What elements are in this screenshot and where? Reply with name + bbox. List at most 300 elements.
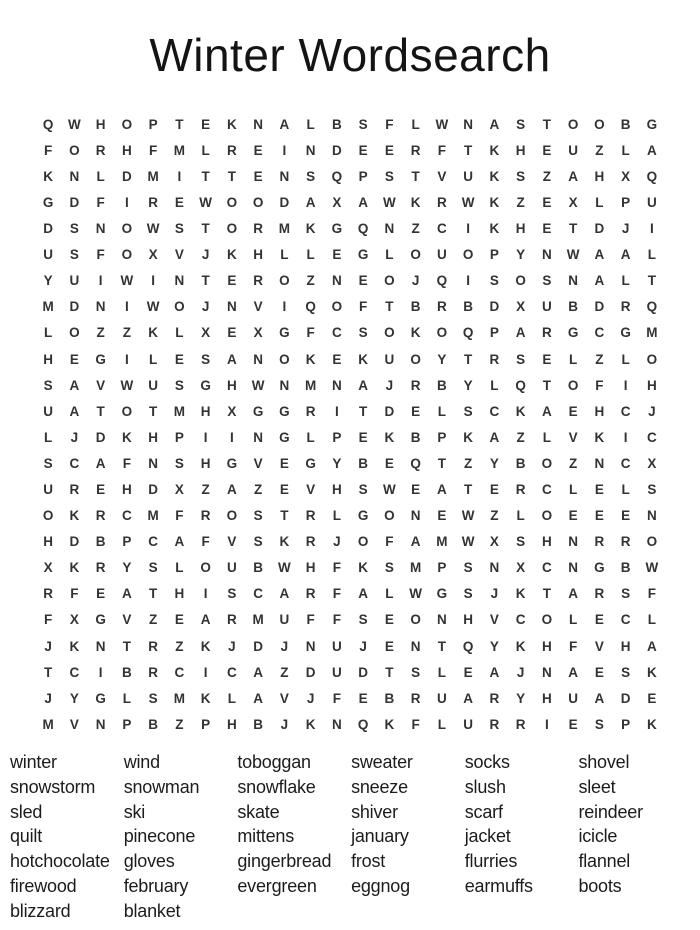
grid-letter: F	[647, 586, 656, 602]
grid-letter: Q	[42, 116, 54, 132]
grid-letter: S	[69, 247, 79, 263]
grid-letter: K	[43, 168, 53, 184]
grid-letter: Z	[306, 273, 315, 289]
grid-letter: A	[227, 481, 237, 497]
word-list-column	[10, 750, 124, 923]
grid-letter: E	[411, 403, 421, 419]
grid-letter: E	[69, 351, 79, 367]
grid-letter: J	[490, 586, 499, 602]
grid-letter: C	[174, 664, 185, 680]
grid-letter: F	[359, 299, 368, 315]
grid-letter: R	[410, 690, 421, 706]
grid-letter: K	[410, 194, 421, 210]
grid-letter: H	[122, 142, 132, 158]
grid-letter: I	[544, 716, 549, 732]
grid-letter: K	[384, 716, 395, 732]
word-list-column	[237, 750, 351, 923]
grid-letter: A	[568, 586, 578, 602]
grid-letter: S	[148, 560, 158, 576]
grid-letter: Y	[489, 455, 499, 471]
grid-letter: H	[43, 351, 53, 367]
grid-letter: L	[306, 429, 315, 445]
grid-letter: E	[96, 481, 106, 497]
grid-letter: C	[647, 429, 657, 445]
grid-letter: Q	[331, 168, 343, 184]
grid-letter: S	[384, 168, 394, 184]
grid-letter: N	[148, 455, 158, 471]
grid-letter: Z	[175, 716, 184, 732]
grid-letter: L	[175, 560, 184, 576]
word-list-item: icicle	[578, 826, 618, 847]
grid-letter: K	[358, 351, 368, 367]
grid-letter: B	[122, 664, 132, 680]
grid-letter: J	[44, 638, 52, 654]
grid-letter: E	[384, 455, 394, 471]
grid-letter: H	[542, 534, 552, 550]
grid-letter: N	[568, 534, 578, 550]
grid-letter: G	[252, 403, 264, 419]
grid-letter: I	[203, 586, 208, 602]
grid-letter: E	[174, 612, 184, 628]
grid-letter: Z	[516, 429, 525, 445]
grid-letter: H	[463, 612, 473, 628]
grid-letter: M	[278, 221, 290, 237]
grid-letter: L	[569, 612, 578, 628]
grid-letter: L	[542, 429, 551, 445]
grid-letter: C	[620, 612, 631, 628]
grid-letter: L	[621, 273, 630, 289]
grid-letter: L	[96, 168, 105, 184]
grid-letter: D	[95, 429, 106, 445]
grid-letter: U	[69, 273, 80, 289]
grid-letter: D	[620, 690, 631, 706]
grid-letter: E	[594, 481, 604, 497]
grid-letter: Z	[201, 481, 210, 497]
grid-letter: S	[516, 116, 526, 132]
grid-letter: R	[148, 664, 158, 680]
grid-letter: N	[253, 351, 263, 367]
grid-letter: J	[359, 638, 367, 654]
grid-letter: F	[122, 455, 131, 471]
grid-letter: E	[384, 612, 394, 628]
grid-letter: M	[42, 716, 54, 732]
grid-letter: X	[174, 481, 184, 497]
grid-letter: A	[200, 612, 211, 628]
grid-letter: R	[148, 194, 158, 210]
grid-letter: P	[437, 429, 447, 445]
grid-letter: T	[385, 664, 394, 680]
word-list-item: sweater	[351, 752, 413, 773]
grid-letter: J	[621, 221, 630, 237]
grid-letter: T	[464, 142, 473, 158]
word-list-item: shiver	[351, 801, 398, 822]
grid-letter: O	[279, 351, 290, 367]
grid-letter: H	[332, 481, 342, 497]
grid-letter: F	[332, 612, 341, 628]
grid-letter: A	[647, 142, 657, 158]
word-list-item: firewood	[10, 875, 77, 896]
grid-letter: O	[226, 194, 238, 210]
grid-letter: B	[148, 716, 158, 732]
grid-letter: A	[489, 116, 500, 132]
grid-letter: L	[411, 116, 420, 132]
grid-letter: G	[357, 508, 369, 524]
grid-letter: P	[174, 429, 184, 445]
grid-letter: B	[568, 299, 578, 315]
grid-letter: C	[620, 403, 631, 419]
grid-letter: F	[44, 612, 53, 628]
grid-letter: K	[594, 429, 605, 445]
grid-letter: H	[515, 142, 526, 158]
grid-letter: S	[201, 351, 211, 367]
grid-letter: F	[332, 690, 341, 706]
grid-letter: A	[279, 116, 290, 132]
grid-letter: L	[280, 247, 289, 263]
grid-letter: F	[96, 194, 105, 210]
word-list-item: frost	[351, 851, 386, 872]
grid-letter: F	[385, 534, 394, 550]
grid-letter: A	[253, 690, 263, 706]
word-list-item: skate	[237, 801, 280, 822]
grid-letter: H	[227, 377, 237, 393]
grid-letter: W	[409, 586, 422, 602]
grid-letter: A	[594, 690, 605, 706]
grid-letter: K	[515, 638, 526, 654]
grid-letter: T	[437, 638, 446, 654]
grid-letter: O	[646, 351, 658, 367]
grid-letter: X	[43, 560, 53, 576]
grid-letter: S	[647, 481, 657, 497]
grid-letter: R	[489, 690, 500, 706]
grid-letter: U	[332, 664, 342, 680]
grid-letter: J	[44, 690, 52, 706]
grid-letter: I	[203, 664, 208, 680]
grid-letter: A	[463, 690, 473, 706]
word-list-item: toboggan	[237, 752, 311, 773]
grid-letter: K	[647, 664, 657, 680]
grid-letter: V	[69, 716, 79, 732]
grid-letter: K	[227, 247, 237, 263]
word-list-item: sneeze	[351, 777, 408, 798]
grid-letter: S	[516, 534, 526, 550]
grid-letter: C	[148, 534, 158, 550]
grid-letter: Z	[464, 455, 473, 471]
grid-letter: P	[621, 194, 631, 210]
page-title: Winter Wordsearch	[149, 29, 551, 81]
grid-letter: S	[69, 221, 79, 237]
word-list-item: earmuffs	[464, 875, 533, 896]
grid-letter: L	[44, 429, 53, 445]
grid-letter: S	[542, 273, 552, 289]
grid-letter: U	[43, 247, 53, 263]
grid-letter: N	[305, 638, 316, 654]
grid-letter: A	[515, 325, 526, 341]
grid-letter: I	[177, 168, 182, 184]
grid-letter: J	[411, 273, 420, 289]
grid-letter: G	[331, 221, 343, 237]
grid-letter: T	[437, 455, 446, 471]
grid-letter: O	[410, 612, 421, 628]
word-list-item: scarf	[464, 801, 503, 822]
grid-letter: I	[98, 273, 103, 289]
grid-letter: K	[69, 508, 80, 524]
grid-letter: Y	[122, 560, 132, 576]
grid-letter: A	[542, 403, 552, 419]
grid-letter: K	[200, 690, 211, 706]
grid-letter: L	[149, 351, 158, 367]
grid-letter: U	[384, 351, 395, 367]
grid-letter: E	[358, 690, 368, 706]
grid-letter: K	[305, 716, 316, 732]
word-list-item: wind	[123, 752, 160, 773]
grid-letter: T	[542, 586, 551, 602]
grid-letter: Z	[569, 455, 578, 471]
grid-letter: G	[357, 247, 369, 263]
word-list-item: blizzard	[10, 900, 71, 921]
grid-letter: C	[542, 560, 552, 576]
grid-letter: F	[70, 586, 79, 602]
grid-letter: P	[332, 429, 342, 445]
grid-letter: A	[489, 429, 500, 445]
grid-letter: N	[69, 168, 80, 184]
grid-letter: C	[253, 586, 263, 602]
grid-letter: H	[200, 403, 211, 419]
word-list-item: gingerbread	[237, 851, 332, 872]
grid-letter: H	[305, 560, 316, 576]
grid-letter: E	[332, 351, 342, 367]
grid-letter: X	[69, 612, 79, 628]
word-list-column	[465, 750, 579, 923]
grid-letter: L	[490, 377, 499, 393]
grid-letter: Z	[595, 142, 604, 158]
grid-letter: W	[146, 299, 160, 315]
grid-letter: M	[147, 168, 159, 184]
grid-letter: K	[647, 716, 657, 732]
grid-letter: L	[621, 142, 630, 158]
grid-letter: M	[252, 612, 264, 628]
grid-letter: C	[122, 508, 132, 524]
grid-letter: J	[201, 247, 210, 263]
grid-letter: A	[358, 194, 368, 210]
grid-letter: U	[43, 403, 53, 419]
grid-letter: U	[43, 481, 53, 497]
grid-letter: K	[515, 586, 526, 602]
grid-letter: T	[44, 664, 53, 680]
grid-letter: S	[516, 168, 526, 184]
grid-letter: H	[122, 481, 132, 497]
grid-letter: I	[623, 429, 628, 445]
grid-letter: X	[201, 325, 211, 341]
grid-letter: F	[332, 586, 341, 602]
grid-letter: A	[594, 247, 605, 263]
grid-letter: F	[437, 142, 446, 158]
grid-letter: L	[437, 664, 446, 680]
grid-letter: E	[253, 168, 263, 184]
grid-letter: E	[621, 508, 631, 524]
grid-letter: M	[646, 325, 658, 341]
grid-letter: O	[436, 325, 448, 341]
grid-letter: B	[515, 455, 526, 471]
grid-letter: F	[201, 534, 210, 550]
grid-letter: Z	[595, 351, 604, 367]
grid-letter: T	[569, 221, 578, 237]
grid-letter: L	[385, 586, 394, 602]
grid-letter: S	[358, 612, 368, 628]
grid-letter: C	[594, 325, 605, 341]
grid-letter: J	[385, 377, 394, 393]
grid-letter: M	[173, 403, 185, 419]
word-list-item: mittens	[237, 826, 294, 847]
grid-letter: A	[620, 247, 631, 263]
word-list-item: gloves	[123, 851, 175, 872]
grid-letter: K	[410, 325, 421, 341]
grid-letter: L	[437, 403, 446, 419]
grid-letter: O	[252, 194, 264, 210]
grid-letter: S	[174, 455, 184, 471]
grid-letter: L	[437, 716, 446, 732]
grid-letter: Z	[280, 664, 289, 680]
grid-letter: C	[332, 325, 342, 341]
word-list-item: flannel	[578, 851, 631, 872]
grid-letter: A	[568, 664, 578, 680]
word-list-item: slush	[464, 777, 506, 798]
grid-letter: T	[385, 299, 394, 315]
grid-letter: A	[594, 273, 605, 289]
grid-letter: V	[568, 429, 578, 445]
grid-letter: E	[594, 508, 604, 524]
grid-letter: N	[542, 247, 552, 263]
grid-letter: D	[594, 221, 605, 237]
grid-letter: O	[42, 508, 54, 524]
grid-letter: G	[279, 429, 290, 445]
grid-letter: E	[594, 612, 604, 628]
grid-letter: S	[227, 586, 237, 602]
grid-letter: W	[278, 560, 291, 576]
grid-letter: F	[569, 638, 578, 654]
grid-letter: O	[515, 273, 526, 289]
grid-letter: N	[542, 664, 552, 680]
grid-letter: A	[437, 481, 447, 497]
grid-letter: K	[69, 638, 80, 654]
grid-letter: R	[305, 534, 316, 550]
grid-letter: P	[489, 247, 499, 263]
grid-letter: A	[647, 638, 657, 654]
grid-letter: Z	[516, 194, 525, 210]
grid-letter: R	[43, 586, 53, 602]
grid-letter: O	[226, 221, 238, 237]
grid-letter: U	[279, 612, 290, 628]
grid-letter: B	[253, 716, 263, 732]
grid-letter: Y	[516, 247, 526, 263]
grid-letter: R	[95, 560, 106, 576]
grid-letter: O	[462, 247, 474, 263]
grid-letter: T	[227, 168, 236, 184]
grid-letter: A	[95, 455, 106, 471]
grid-letter: T	[464, 351, 473, 367]
grid-letter: B	[332, 116, 342, 132]
grid-letter: S	[358, 325, 368, 341]
grid-letter: L	[227, 690, 236, 706]
grid-letter: G	[646, 116, 658, 132]
grid-letter: R	[253, 221, 263, 237]
grid-letter: L	[516, 508, 525, 524]
grid-letter: O	[69, 142, 80, 158]
word-list-item: reindeer	[578, 801, 643, 822]
grid-letter: O	[331, 299, 343, 315]
grid-letter: F	[96, 247, 105, 263]
grid-letter: F	[149, 142, 158, 158]
grid-letter: K	[305, 221, 316, 237]
word-list-item: winter	[10, 752, 57, 773]
grid-letter: S	[463, 403, 473, 419]
grid-letter: X	[647, 455, 657, 471]
grid-letter: W	[146, 221, 160, 237]
grid-letter: S	[174, 221, 184, 237]
grid-letter: E	[96, 586, 106, 602]
grid-letter: N	[174, 273, 185, 289]
grid-letter: V	[96, 377, 106, 393]
grid-letter: J	[70, 429, 79, 445]
grid-letter: N	[95, 716, 106, 732]
grid-letter: N	[437, 612, 447, 628]
grid-letter: J	[516, 664, 525, 680]
grid-letter: O	[541, 455, 553, 471]
grid-letter: D	[489, 299, 500, 315]
grid-letter: T	[280, 508, 289, 524]
grid-letter: Q	[462, 325, 474, 341]
grid-letter: I	[124, 194, 129, 210]
grid-letter: P	[358, 168, 368, 184]
grid-letter: R	[437, 299, 447, 315]
grid-letter: T	[411, 168, 420, 184]
grid-letter: V	[253, 299, 263, 315]
grid-letter: U	[568, 142, 578, 158]
grid-letter: W	[251, 377, 265, 393]
grid-letter: N	[647, 508, 657, 524]
grid-letter: B	[463, 299, 473, 315]
grid-letter: S	[463, 560, 473, 576]
grid-letter: S	[489, 273, 499, 289]
grid-letter: T	[201, 273, 210, 289]
grid-letter: Y	[69, 690, 79, 706]
grid-letter: A	[174, 534, 185, 550]
grid-letter: S	[463, 586, 473, 602]
grid-letter: E	[542, 351, 552, 367]
grid-letter: K	[69, 560, 80, 576]
grid-letter: T	[175, 116, 184, 132]
grid-letter: B	[95, 534, 106, 550]
grid-letter: G	[200, 377, 211, 393]
grid-letter: D	[69, 534, 80, 550]
grid-letter: D	[148, 481, 158, 497]
grid-letter: D	[594, 299, 605, 315]
word-list-column	[124, 750, 238, 923]
grid-letter: K	[384, 429, 395, 445]
word-list-column	[351, 750, 465, 923]
word-list-item: january	[351, 826, 409, 847]
grid-letter: D	[332, 142, 342, 158]
grid-letter: B	[410, 299, 421, 315]
grid-letter: N	[279, 377, 290, 393]
grid-letter: K	[489, 221, 500, 237]
grid-letter: G	[279, 325, 290, 341]
grid-letter: E	[279, 455, 289, 471]
grid-letter: K	[148, 325, 158, 341]
grid-letter: X	[516, 560, 526, 576]
grid-letter: O	[567, 377, 579, 393]
grid-letter: F	[411, 716, 420, 732]
grid-letter: G	[594, 560, 605, 576]
